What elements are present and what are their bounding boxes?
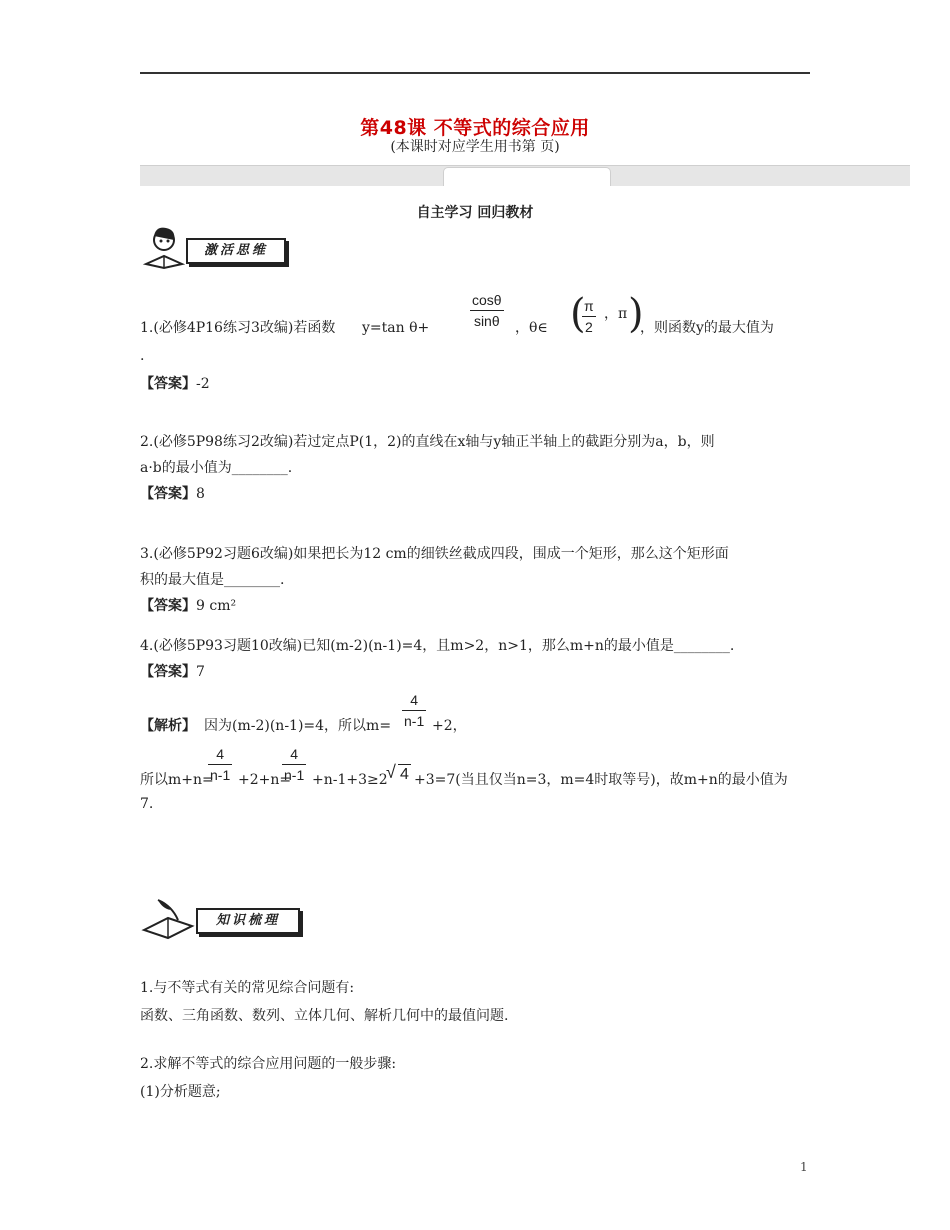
interval-denominator: 2 <box>584 319 593 335</box>
problem-3-answer-line <box>140 596 810 616</box>
problem-1-fraction <box>470 290 504 331</box>
analysis-text-b: +2， <box>432 718 467 734</box>
problem-2-stem-b: a·b的最小值为________. <box>140 460 293 476</box>
line2-d: +3=7(当且仅当n=3，m=4时取等号)，故m+n的最小值为 <box>414 772 788 788</box>
knowledge-item-2-step-1: (1)分析题意; <box>140 1084 221 1100</box>
frac-numerator: cosθ <box>470 290 504 311</box>
badge-knowledge <box>140 902 300 932</box>
paren-left: ( <box>570 291 586 337</box>
answer-label: 【答案】 <box>140 486 196 502</box>
knowledge-section <box>140 978 810 1102</box>
book-quill-icon <box>140 896 200 940</box>
line2-b: +2+n= <box>238 772 292 788</box>
problem-4-analysis-line-2 <box>140 744 810 792</box>
lesson-subtitle: (本课时对应学生用书第 页) <box>390 139 560 155</box>
knowledge-item-1-body: 函数、三角函数、数列、立体几何、解析几何中的最值问题. <box>140 1008 509 1024</box>
badge-activate <box>140 232 290 262</box>
line2-c: +n-1+3≥2 <box>312 772 388 788</box>
problem-2-answer-line <box>140 484 810 504</box>
knowledge-item-2-title: 2.求解不等式的综合应用问题的一般步骤: <box>140 1056 397 1072</box>
line2-fraction-2 <box>282 744 306 785</box>
frac-denominator: sinθ <box>473 313 500 329</box>
frac-numerator: 4 <box>402 690 426 711</box>
answer-value: 8 <box>196 486 205 502</box>
line2-a: 所以m+n= <box>140 772 214 788</box>
problem-1-domain: ，θ∈ <box>515 320 548 336</box>
problem-1-answer-line <box>140 374 810 394</box>
problem-2 <box>140 432 810 504</box>
answer-label: 【答案】 <box>140 598 196 614</box>
answer-value: 7 <box>196 664 205 680</box>
problem-4-analysis-line-1 <box>140 690 810 738</box>
problem-4 <box>140 636 810 814</box>
problem-3-stem: 3.(必修5P92习题6改编)如果把长为12 cm的细铁丝截成四段，围成一个矩形，那么这个矩形面 <box>140 546 729 562</box>
sqrt-radicand: 4 <box>400 766 409 783</box>
problem-1 <box>140 290 810 394</box>
badge-knowledge-label: 知识梳理 <box>196 908 300 934</box>
answer-value: -2 <box>196 376 210 392</box>
badge-activate-label: 激活思维 <box>186 238 286 264</box>
problem-4-answer-line <box>140 662 810 682</box>
paren-right: ) <box>628 291 644 337</box>
sqrt-sign: √ <box>386 762 396 782</box>
problem-1-y-expr: y=tan θ+ <box>362 320 430 336</box>
interval-fraction <box>582 296 596 337</box>
frac-denominator: n-1 <box>284 767 305 783</box>
frac-denominator: n-1 <box>210 767 231 783</box>
lesson-title: 第48课 不等式的综合应用 <box>360 117 590 139</box>
section-heading: 自主学习 回归教材 <box>416 205 534 221</box>
page-number: 1 <box>800 1160 808 1174</box>
line2-fraction-1 <box>208 744 232 785</box>
header-tab <box>443 167 611 186</box>
header-rule <box>140 72 810 74</box>
problem-1-stem-b: ，则函数y的最大值为 <box>640 320 774 336</box>
interval-end: ，π <box>604 306 628 322</box>
analysis-label: 【解析】 <box>140 718 196 734</box>
problem-4-analysis-line-3: 7. <box>140 796 154 812</box>
problem-2-stem: 2.(必修5P98练习2改编)若过定点P(1，2)的直线在x轴与y轴正半轴上的截距分别为a，b，则 <box>140 434 715 450</box>
problem-3-stem-b: 积的最大值是________. <box>140 572 285 588</box>
frac-numerator: 4 <box>282 744 306 765</box>
problem-3 <box>140 544 810 616</box>
knowledge-item-1-title: 1.与不等式有关的常见综合问题有: <box>140 980 355 996</box>
problem-1-stem-c: . <box>140 348 145 364</box>
frac-numerator: 4 <box>208 744 232 765</box>
answer-label: 【答案】 <box>140 664 196 680</box>
interval-numerator: π <box>582 296 596 317</box>
answer-label: 【答案】 <box>140 376 196 392</box>
problem-4-stem: 4.(必修5P93习题10改编)已知(m-2)(n-1)=4，且m>2，n>1，那么m+n的最小值是________. <box>140 638 735 654</box>
answer-value: 9 cm² <box>196 598 237 614</box>
frac-denominator: n-1 <box>404 713 425 729</box>
problem-1-stem: 1.(必修4P16练习3改编)若函数 <box>140 320 336 336</box>
analysis-text-a: 因为(m-2)(n-1)=4，所以m= <box>204 718 392 734</box>
analysis-fraction <box>402 690 426 731</box>
